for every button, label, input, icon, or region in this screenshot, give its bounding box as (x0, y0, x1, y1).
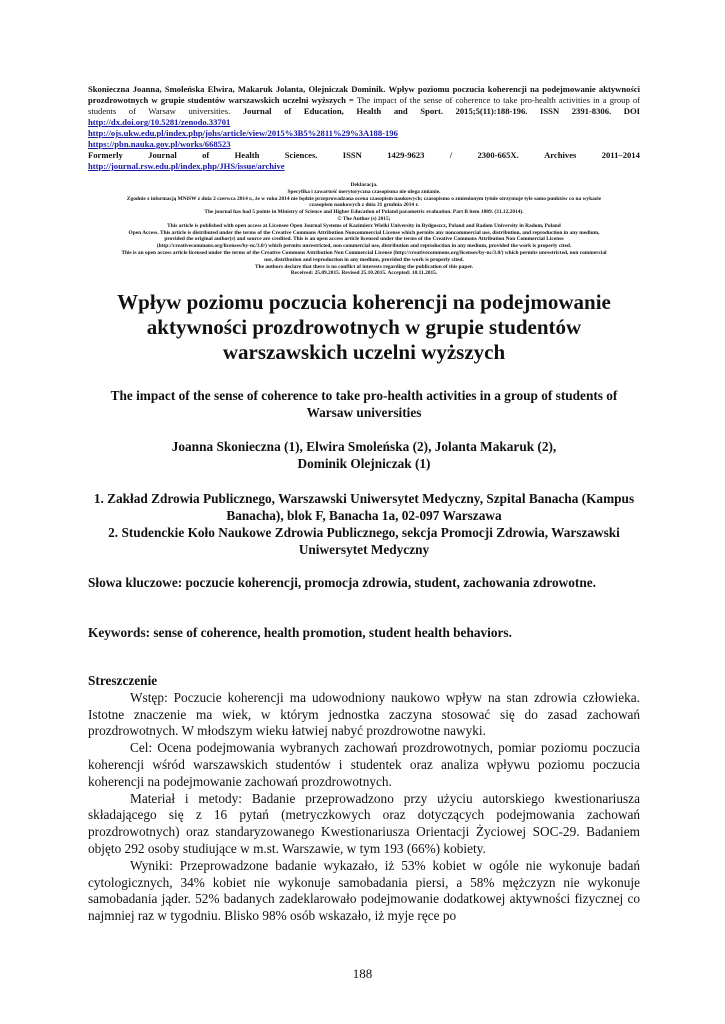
abstract-heading: Streszczenie (88, 673, 158, 688)
declaration-line: Zgodnie z informacją MNiSW z dnia 2 czerwca 2014 r., że w roku 2014 nie będzie przeprowadzana ocena czasopism naukowych; czasopismo o zmienionym tytule otrzymuje tyle samo punktów co na wykazie (126, 195, 602, 202)
declaration-line: Open Access. This article is distributed under the terms of the Creative Commons Attribution Noncommercial License which permits any noncommercial use, distribution, and reproduction in any medium, (128, 229, 600, 236)
declaration-line: The authors declare that there is no conflict of interests regarding the publication of this paper. (254, 263, 474, 270)
formerly-word: Journal (148, 150, 177, 160)
declaration-line: czasopism naukowych z dnia 31 grudnia 2014 r. (309, 202, 419, 209)
citation-journal: Journal of Education, Health and Sport. 2015;5(11):188-196. ISSN 2391-8306. DOI (230, 106, 640, 116)
keywords-polish: Słowa kluczowe: poczucie koherencji, promocja zdrowia, student, zachowania zdrowotne. (88, 575, 596, 590)
affiliations (88, 490, 640, 558)
abstract-paragraph: Wyniki: Przeprowadzone badanie wykazało, iż 53% kobiet w ogóle nie wykonuje badań cytologicznych, 34% kobiet nie wykonuje samobadania piersi, a 58% mężczyzn nie wykonuje samobadania jąder. 52% badanych zadeklarowało podejmowanie dodatkowej aktywności fizycznej co najmniej raz w tygodniu. Blisko 98% osób wskazało, iż myje ręce po (88, 857, 640, 924)
archive-link[interactable]: http://journal.rsw.edu.pl/index.php/JHS/issue/archive (88, 161, 285, 171)
declaration-block (88, 182, 640, 277)
citation-block (88, 84, 640, 172)
declaration-line: This is an open access article licensed under the terms of the Creative Commons Attribution Non Commercial License (http://creativecommons.org/licenses/by-nc/3.0/) which permits unrestricted, non commercial (121, 249, 607, 256)
keywords-english: Keywords: sense of coherence, health promotion, student health behaviors. (88, 625, 512, 640)
page-number: 188 (352, 966, 373, 981)
declaration-line: Deklaracja. (350, 182, 378, 188)
declaration-line: provided the original author(s) and source are credited. This is an open access article licensed under the terms of the Creative Commons Attribution Non Commercial License (164, 236, 564, 243)
abstract-paragraph: Wstęp: Poczucie koherencji ma udowodniony naukowo wpływ na stan zdrowia człowieka. Istotne znaczenie ma wiek, w którym jednostka zaczyna stosować się do zasad zachowań prozdrowotnych. W młodszym wieku łatwiej nabyć prozdrowotne nawyki. (88, 689, 640, 739)
formerly-line (88, 150, 640, 161)
declaration-line: This article is published with open access at Licensee Open Journal Systems of Kazimierz Wielki University in Bydgoszcz, Poland and Radom University in Radom, Poland (167, 222, 561, 229)
article-title: Wpływ poziomu poczucia koherencji na podejmowanie aktywności prozdrowotnych w grupie studentów warszawskich uczelni wyższych (117, 290, 611, 364)
declaration-line: Specyfika i zawartość merytoryczna czasopisma nie ulega zmianie. (287, 188, 441, 195)
citation-english-title: The impact of the sense of coherence to take pro-health activities in a group of students of Warsaw universities. (88, 95, 640, 116)
authors (88, 438, 640, 472)
formerly-word: ISSN (342, 150, 362, 160)
affiliation-item: 2. Studenckie Koło Naukowe Zdrowia Publicznego, sekcja Promocji Zdrowia, Warszawski Uniwersytet Medyczny (108, 525, 620, 557)
doi-link[interactable]: http://dx.doi.org/10.5281/zenodo.33701 (88, 117, 231, 127)
declaration-line: Received: 25.09.2015. Revised 25.10.2015. Accepted: 10.11.2015. (290, 270, 438, 277)
formerly-word: 2011–2014 (601, 150, 640, 160)
declaration-line: (http://creativecommons.org/licenses/by-nc/3.0/) which permits unrestricted, non commercial use, distribution and reproduction in any medium, provided the work is properly cited. (156, 243, 572, 250)
pbn-link[interactable]: https://pbn.nauka.gov.pl/works/668523 (88, 139, 231, 149)
formerly-word: 1429-9623 (387, 150, 425, 160)
abstract-section (88, 673, 640, 925)
citation-text: Skonieczna Joanna, Smoleńska Elwira, Makaruk Jolanta, Olejniczak Dominik. Wpływ poziomu poczucia koherencji na podejmowanie aktywności prozdrowotnych w grupie studentów warszawskich uczelni wyższych = (88, 84, 640, 105)
formerly-word: Formerly (88, 150, 123, 160)
declaration-line: © The Author (s) 2015; (337, 215, 391, 222)
formerly-word: / (449, 150, 453, 160)
affiliation-item: 1. Zakład Zdrowia Publicznego, Warszawski Uniwersytet Medyczny, Szpital Banacha (Kampus Banacha), blok F, Banacha 1a, 02-097 Warszawa (93, 491, 635, 523)
authors-line: Dominik Olejniczak (1) (297, 456, 431, 471)
declaration-line: use, distribution and reproduction in any medium, provided the work is properly cited. (264, 256, 464, 263)
declaration-line: The journal has had 5 points in Ministry of Science and Higher Education of Poland parametric evaluation. Part B item 1089. (31.12.2014). (204, 209, 524, 216)
abstract-paragraph: Cel: Ocena podejmowania wybranych zachowań prozdrowotnych, pomiar poziomu poczucia koherencji wśród warszawskich studentów i studentek oraz analiza wpływu poziomu poczucia koherencji na podejmowanie zachowań prozdrowotnych. (88, 740, 640, 789)
formerly-word: Health (234, 150, 260, 160)
authors-line: Joanna Skonieczna (1), Elwira Smoleńska (2), Jolanta Makaruk (2), (171, 439, 557, 454)
ojs-link[interactable]: http://ojs.ukw.edu.pl/index.php/johs/article/view/2015%3B5%2811%29%3A188-196 (88, 128, 398, 138)
formerly-word: Sciences. (284, 150, 318, 160)
formerly-word: of (202, 150, 210, 160)
formerly-word: Archives (544, 150, 577, 160)
formerly-word: 2300-665X. (477, 150, 519, 160)
abstract-paragraph: Materiał i metody: Badanie przeprowadzono przy użyciu autorskiego kwestionariusza składającego się z 16 pytań (metryczkowych oraz dotyczących podejmowania zachowań prozdrowotnych) oraz standaryzowanego Kwestionariusza Orientacji Życiowej SOC-29. Badaniem objęto 292 osoby studiujące w m.st. Warszawie, w tym 193 (66%) kobiety. (88, 790, 640, 856)
article-subtitle-english: The impact of the sense of coherence to take pro-health activities in a group of students of Warsaw universities (110, 388, 618, 420)
